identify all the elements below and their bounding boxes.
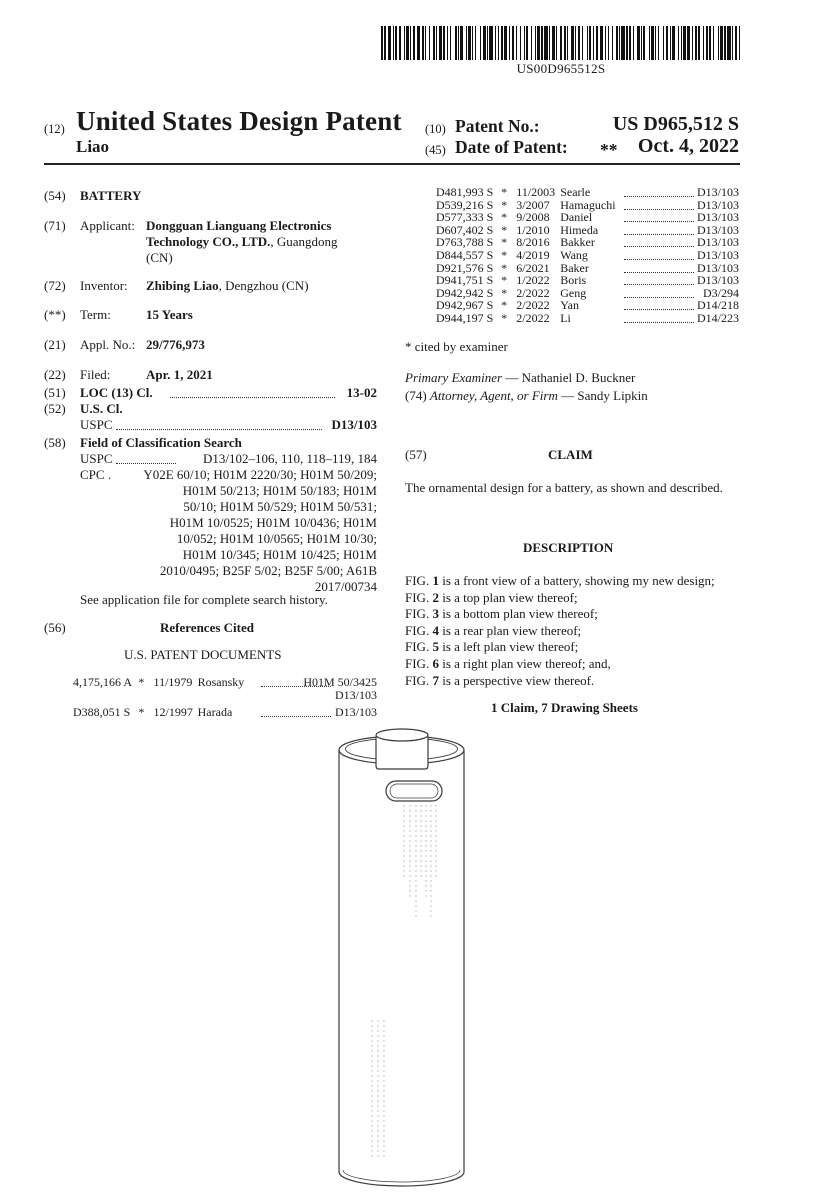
ref-class: D13/103 <box>335 705 377 719</box>
ref-class-continued: D13/103 <box>335 688 377 702</box>
ref-star: * <box>501 285 508 300</box>
ref-date: 4/2019 <box>516 248 550 262</box>
fig-prefix: FIG. <box>405 589 433 605</box>
ref-number: D481,993 S <box>436 185 494 199</box>
fig-prefix: FIG. <box>405 573 433 588</box>
document-type-title: United States Design Patent <box>76 106 402 136</box>
ref-star: * <box>501 273 508 288</box>
ref-class: D13/103 <box>697 197 739 212</box>
ref-star: * <box>138 705 145 719</box>
cpc-line: H01M 10/0525; H01M 10/0436; H01M <box>169 515 377 530</box>
ref-number: D763,788 S <box>436 235 494 250</box>
ref-name: Rosansky <box>197 675 245 689</box>
appl-code: (21) <box>44 337 66 352</box>
patent-title: BATTERY <box>80 188 142 203</box>
cpc-line: 2010/0495; B25F 5/02; B25F 5/00; A61B <box>159 563 377 578</box>
ref-star: * <box>501 311 508 325</box>
filed-code: (22) <box>44 367 66 382</box>
date-of-patent-label: Date of Patent: <box>455 137 568 157</box>
ref-class: D13/103 <box>697 185 739 199</box>
cited-by-examiner-note: * cited by examiner <box>405 339 508 354</box>
battery-shading <box>372 805 436 1160</box>
field-code: (58) <box>44 435 66 450</box>
ref-name: Harada <box>197 705 233 719</box>
date-of-patent: Oct. 4, 2022 <box>637 135 739 157</box>
battery-bottom-edge <box>339 1172 464 1186</box>
fig-text: is a bottom plan view thereof; <box>438 606 598 622</box>
ref-date: 2/2022 <box>516 285 550 300</box>
ref-name: Li <box>560 311 571 325</box>
ref-star: * <box>501 210 508 225</box>
header-code-12: (12) <box>44 122 65 136</box>
fig-prefix: FIG. <box>405 639 433 655</box>
applicant-code: (71) <box>44 218 66 233</box>
fig-number: 5 <box>432 639 439 655</box>
ref-star: * <box>138 675 145 689</box>
applicant-country: (CN) <box>146 250 173 265</box>
ref-number: D921,576 S <box>436 260 494 275</box>
ref-class: D14/218 <box>697 298 739 313</box>
date-stars: ** <box>600 140 618 160</box>
uscl-uspc-label: USPC <box>80 417 113 432</box>
cpc-line: H01M 50/213; H01M 50/183; H01M <box>182 483 377 498</box>
ref-name: Daniel <box>560 210 593 225</box>
term-label: Term: <box>80 307 111 322</box>
claim-text: The ornamental design for a battery, as shown and described. <box>405 480 723 495</box>
applicant-name: Dongguan Lianguang Electronics <box>146 218 332 233</box>
us-patent-documents-heading: U.S. PATENT DOCUMENTS <box>124 647 282 662</box>
title-code: (54) <box>44 188 66 203</box>
loc-code: (51) <box>44 385 66 400</box>
ref-star: * <box>501 235 508 250</box>
fig-text: is a right plan view thereof; and, <box>438 655 611 671</box>
primary-examiner: Primary Examiner — Nathaniel D. Buckner <box>405 370 636 385</box>
ref-class: H01M 50/3425 <box>303 675 377 689</box>
ref-number: D844,557 S <box>436 248 494 262</box>
fig-prefix: FIG. <box>405 655 433 671</box>
applicant-label: Applicant: <box>80 218 135 233</box>
ref-name: Himeda <box>560 222 599 237</box>
header-inventor: Liao <box>76 137 110 156</box>
ref-class: D3/294 <box>703 285 739 300</box>
ref-class: D13/103 <box>697 235 739 250</box>
ref-name: Baker <box>560 260 589 275</box>
ref-date: 11/1979 <box>153 675 193 689</box>
ref-date: 2/2022 <box>516 311 550 325</box>
ref-star: * <box>501 248 508 262</box>
inventor-code: (72) <box>44 278 66 293</box>
field-label: Field of Classification Search <box>80 435 242 450</box>
patent-number-label: Patent No.: <box>455 116 540 136</box>
ref-date: 6/2021 <box>516 260 550 275</box>
filed-label: Filed: <box>80 367 111 382</box>
ref-date: 2/2022 <box>516 298 550 313</box>
search-history-note: See application file for complete search history. <box>80 592 328 607</box>
ref-number: D941,751 S <box>436 273 494 288</box>
ref-number: D942,942 S <box>436 285 494 300</box>
cpc-line: 2017/00734 <box>314 579 377 594</box>
terminal-top <box>376 729 428 741</box>
fig-number: 4 <box>432 622 439 638</box>
fig-number: 7 <box>432 672 439 688</box>
uscl-label: U.S. Cl. <box>80 401 123 416</box>
ref-number: D944,197 S <box>436 311 494 325</box>
ref-name: Geng <box>560 285 587 300</box>
inventor-label: Inventor: <box>80 278 128 293</box>
ref-class: D13/103 <box>697 260 739 275</box>
fig-number: 3 <box>432 606 439 622</box>
inventor-value: Zhibing Liao, Dengzhou (CN) <box>146 278 309 293</box>
ref-number: D577,333 S <box>436 210 494 225</box>
ref-class: D13/103 <box>697 273 739 288</box>
ref-number: D539,216 S <box>436 197 494 212</box>
fig-text: is a perspective view thereof. <box>438 672 595 688</box>
loc-label: LOC (13) Cl. <box>80 385 153 400</box>
cpc-line: H01M 10/345; H01M 10/425; H01M <box>182 547 377 562</box>
ref-date: 3/2007 <box>516 197 550 212</box>
fig-text: is a left plan view thereof; <box>438 639 579 655</box>
ref-name: Yan <box>560 298 580 313</box>
ref-star: * <box>501 260 508 275</box>
ref-star: * <box>501 222 508 237</box>
ref-number: D607,402 S <box>436 222 494 237</box>
ref-name: Wang <box>560 248 588 262</box>
ref-number: D942,967 S <box>436 298 494 313</box>
cpc-line: 10/052; H01M 10/0565; H01M 10/30; <box>176 531 377 546</box>
ref-class: D13/103 <box>697 248 739 262</box>
claim-heading: CLAIM <box>548 447 593 462</box>
battery-body <box>339 729 464 1186</box>
ref-number: D388,051 S <box>73 705 131 719</box>
ref-class: D14/223 <box>697 311 739 325</box>
cpc-line: Y02E 60/10; H01M 2220/30; H01M 50/209; <box>143 467 377 482</box>
ref-date: 1/2022 <box>516 273 550 288</box>
ref-date: 11/2003 <box>516 185 556 199</box>
claim-code: (57) <box>405 447 427 462</box>
fig-text: is a rear plan view thereof; <box>438 622 582 638</box>
fig-prefix: FIG. <box>405 672 433 688</box>
fig-prefix: FIG. <box>405 622 433 638</box>
appl-label: Appl. No.: <box>80 337 136 352</box>
ref-date: 12/1997 <box>153 705 193 719</box>
ref-name: Bakker <box>560 235 595 250</box>
ref-star: * <box>501 197 508 212</box>
ref-date: 8/2016 <box>516 235 550 250</box>
ref-class: D13/103 <box>697 222 739 237</box>
header-code-10: (10) <box>425 122 446 136</box>
fig-text: is a front view of a battery, showing my new design; <box>438 573 715 588</box>
ref-star: * <box>501 298 508 313</box>
claims-summary: 1 Claim, 7 Drawing Sheets <box>491 700 638 715</box>
refs-heading: References Cited <box>160 620 254 635</box>
filed-date: Apr. 1, 2021 <box>146 367 213 382</box>
uscl-code: (52) <box>44 401 66 416</box>
field-uspc-value: D13/102–106, 110, 118–119, 184 <box>202 451 377 466</box>
term-value: 15 Years <box>146 307 193 322</box>
refs-code: (56) <box>44 620 66 635</box>
barcode-text: US00D965512S <box>516 61 606 76</box>
description-heading: DESCRIPTION <box>523 540 614 555</box>
fig-number: 2 <box>432 589 439 605</box>
fig-prefix: FIG. <box>405 606 433 622</box>
attorney-line: (74) Attorney, Agent, or Firm — Sandy Lipkin <box>405 388 648 403</box>
loc-value: 13-02 <box>346 385 377 400</box>
ref-date: 9/2008 <box>516 210 550 225</box>
ref-star: * <box>501 185 508 199</box>
header-code-45: (45) <box>425 143 446 157</box>
ref-date: 1/2010 <box>516 222 550 237</box>
ref-number: 4,175,166 A <box>73 675 133 689</box>
appl-number: 29/776,973 <box>146 337 205 352</box>
fig-number: 6 <box>432 655 439 671</box>
ref-name: Boris <box>560 273 587 288</box>
ref-name: Searle <box>560 185 591 199</box>
ref-name: Hamaguchi <box>560 197 616 212</box>
battery-bottom-inner-edge <box>343 1170 460 1182</box>
field-cpc-label: CPC . <box>80 467 112 482</box>
fig-number: 1 <box>432 573 439 588</box>
term-code: (**) <box>44 307 66 322</box>
field-uspc-label: USPC <box>80 451 113 466</box>
uscl-value: D13/103 <box>331 417 377 432</box>
patent-number: US D965,512 S <box>612 113 739 135</box>
applicant-name-line2: Technology CO., LTD., Guangdong <box>146 234 338 249</box>
ref-class: D13/103 <box>697 210 739 225</box>
cpc-line: 50/10; H01M 50/529; H01M 50/531; <box>183 499 377 514</box>
fig-text: is a top plan view thereof; <box>438 589 578 605</box>
